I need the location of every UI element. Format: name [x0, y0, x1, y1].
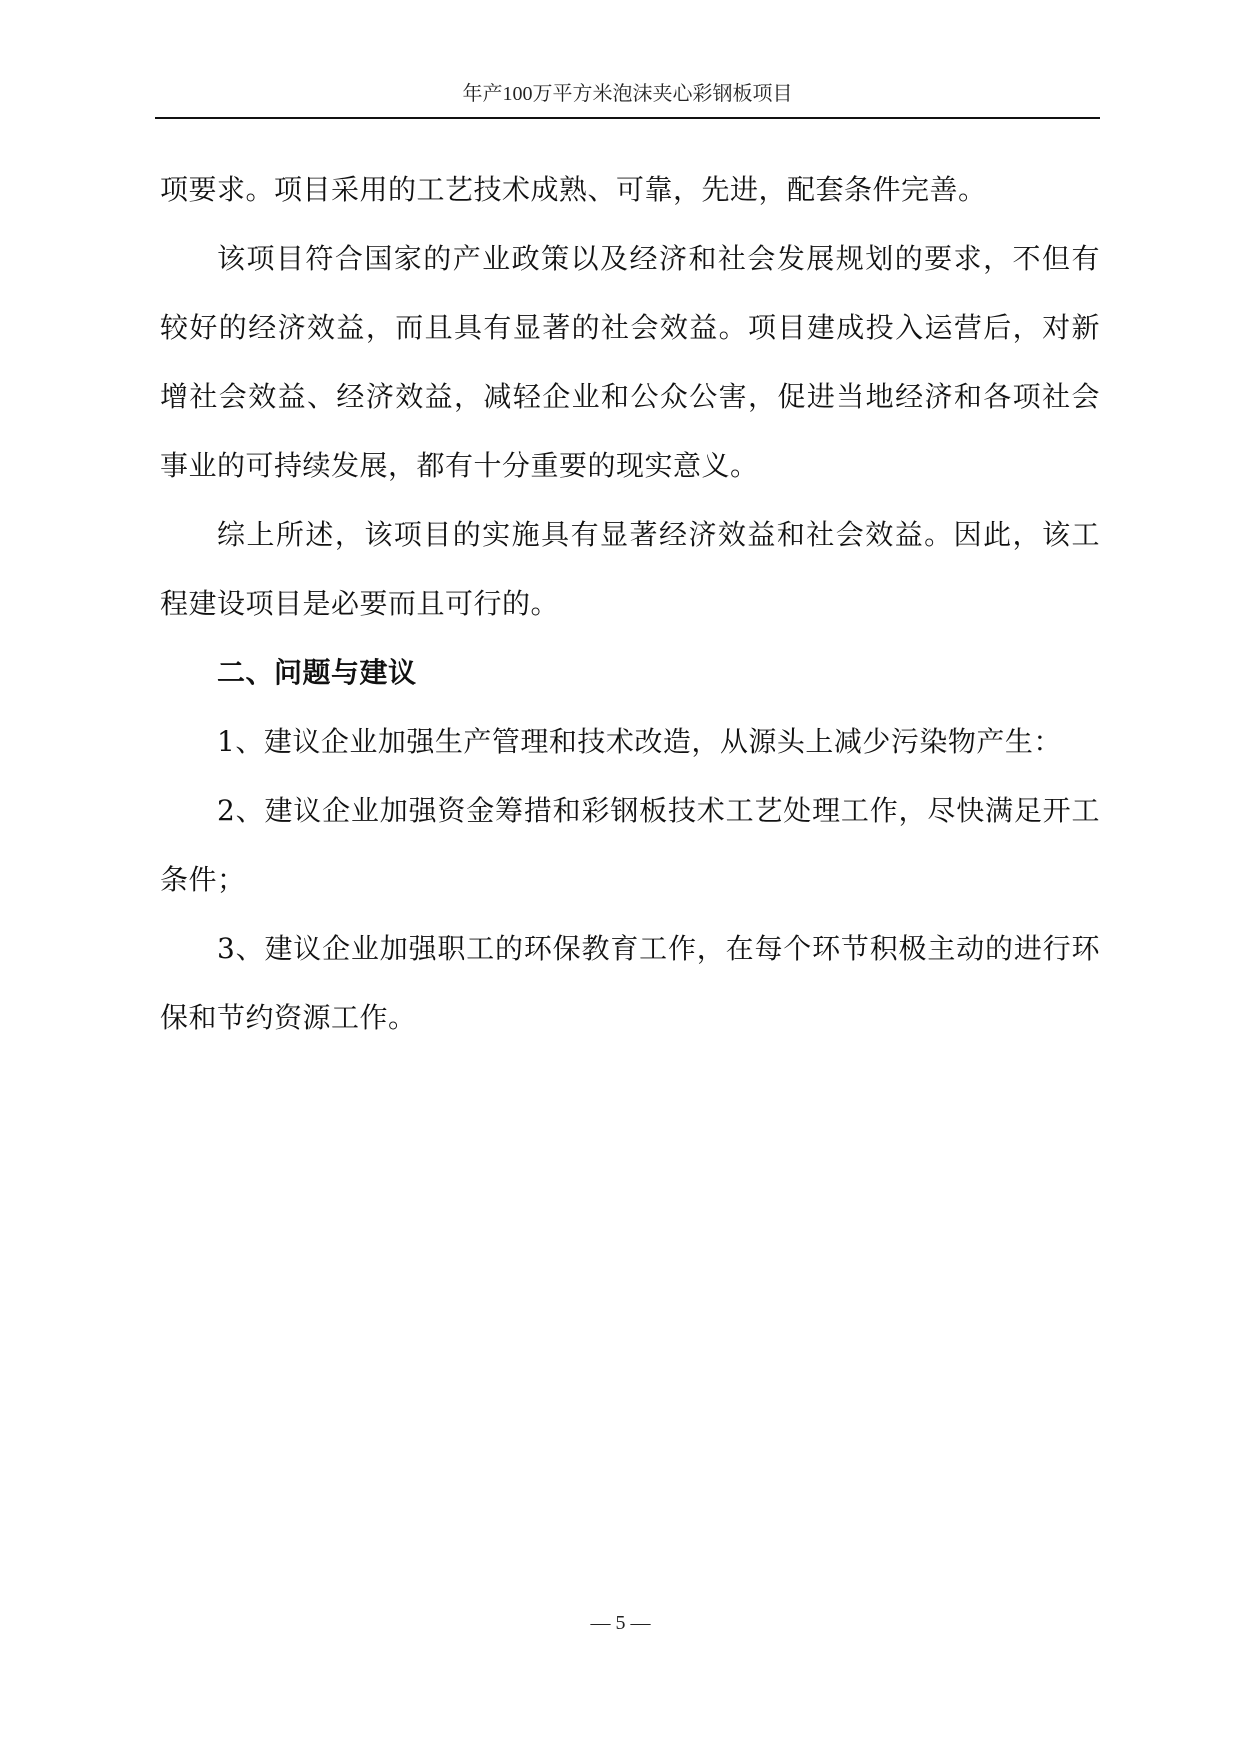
suggestion-2: [160, 793, 1100, 897]
text-line: 项要求。项目采用的工艺技术成熟、可靠，先进，配套条件完善。: [160, 173, 987, 206]
text-line: 增社会效益、经济效益，减轻企业和公众公害，促进当地经济和各项社会: [160, 380, 1100, 413]
text-line: 3、建议企业加强职工的环保教育工作，在每个环节积极主动的进行环: [217, 932, 1100, 965]
paragraph-conclusion: [160, 517, 1100, 621]
page-number: — 5 —: [590, 1612, 651, 1634]
text-line: 该项目符合国家的产业政策以及经济和社会发展规划的要求，不但有: [217, 242, 1100, 275]
text-line: 较好的经济效益，而且具有显著的社会效益。项目建成投入运营后，对新: [160, 311, 1100, 344]
text-line: 条件；: [160, 863, 246, 896]
suggestion-1: [160, 724, 1100, 759]
text-line: 1、建议企业加强生产管理和技术改造，从源头上减少污染物产生：: [217, 725, 1062, 758]
running-header-title: 年产100万平方米泡沫夹心彩钢板项目: [462, 83, 793, 105]
header-divider: [155, 117, 1100, 119]
paragraph-feasibility-tail: [160, 172, 1100, 207]
text-line: 事业的可持续发展，都有十分重要的现实意义。: [160, 449, 759, 482]
paragraph-policy-benefits: [160, 241, 1100, 483]
text-line: 保和节约资源工作。: [160, 1001, 417, 1034]
text-line: 程建设项目是必要而且可行的。: [160, 587, 560, 620]
section-heading: 二、问题与建议: [217, 656, 417, 689]
text-line: 综上所述，该项目的实施具有显著经济效益和社会效益。因此，该工: [217, 518, 1100, 551]
suggestion-3: [160, 931, 1100, 1035]
document-body: [160, 172, 1100, 1069]
text-line: 2、建议企业加强资金筹措和彩钢板技术工艺处理工作，尽快满足开工: [217, 794, 1100, 827]
section-heading-problems-suggestions: [160, 655, 1100, 690]
